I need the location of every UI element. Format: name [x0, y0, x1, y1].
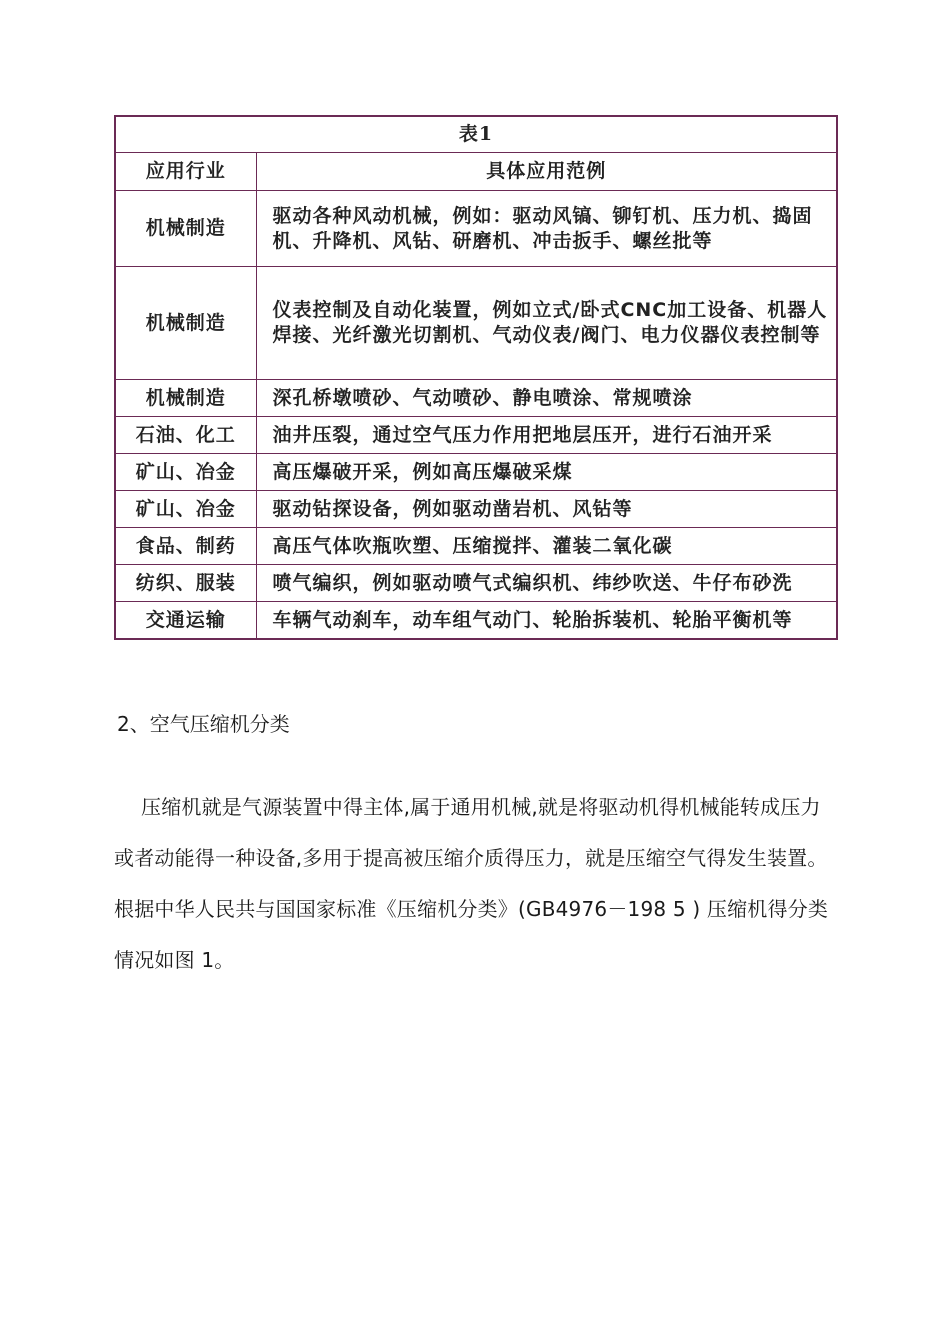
- example-cell: 驱动钻探设备，例如驱动凿岩机、风钻等: [256, 491, 837, 528]
- table-row: [115, 191, 837, 267]
- example-cell: 高压爆破开采，例如高压爆破采煤: [256, 454, 837, 491]
- application-table: [114, 115, 838, 640]
- example-cell: 油井压裂，通过空气压力作用把地层压开，进行石油开采: [256, 417, 837, 454]
- industry-cell: 交通运输: [115, 602, 256, 640]
- example-cell: 喷气编织，例如驱动喷气式编织机、纬纱吹送、牛仔布砂洗: [256, 565, 837, 602]
- example-cell: 车辆气动刹车，动车组气动门、轮胎拆装机、轮胎平衡机等: [256, 602, 837, 640]
- industry-cell: 机械制造: [115, 380, 256, 417]
- example-cell: 仪表控制及自动化装置，例如立式/卧式CNC加工设备、机器人焊接、光纤激光切割机、气动仪表/阀门、电力仪器仪表控制等: [256, 267, 837, 380]
- table-row: [115, 491, 837, 528]
- industry-cell: 机械制造: [115, 267, 256, 380]
- industry-cell: 矿山、冶金: [115, 454, 256, 491]
- industry-cell: 机械制造: [115, 191, 256, 267]
- table-row: [115, 417, 837, 454]
- table-row: [115, 454, 837, 491]
- table-row: [115, 528, 837, 565]
- industry-cell: 纺织、服装: [115, 565, 256, 602]
- table-row: [115, 267, 837, 380]
- header-example: 具体应用范例: [256, 153, 837, 191]
- table-row: [115, 565, 837, 602]
- industry-cell: 矿山、冶金: [115, 491, 256, 528]
- example-cell: 高压气体吹瓶吹塑、压缩搅拌、灌装二氧化碳: [256, 528, 837, 565]
- industry-cell: 石油、化工: [115, 417, 256, 454]
- table-row: [115, 380, 837, 417]
- table-title: 表1: [115, 116, 837, 153]
- section-heading: 2、空气压缩机分类: [117, 712, 290, 736]
- header-industry: 应用行业: [115, 153, 256, 191]
- body-paragraph: 压缩机就是气源装置中得主体,属于通用机械,就是将驱动机得机械能转成压力或者动能得一种设备,多用于提高被压缩介质得压力，就是压缩空气得发生装置。根据中华人民共与国国家标准《压缩机分类》(GB4976－198 5 ) 压缩机得分类情况如图 1。: [114, 795, 829, 972]
- industry-cell: 食品、制药: [115, 528, 256, 565]
- example-cell: 驱动各种风动机械，例如：驱动风镐、铆钉机、压力机、捣固机、升降机、风钻、研磨机、冲击扳手、螺丝批等: [256, 191, 837, 267]
- table-row: [115, 602, 837, 640]
- example-cell: 深孔桥墩喷砂、气动喷砂、静电喷涂、常规喷涂: [256, 380, 837, 417]
